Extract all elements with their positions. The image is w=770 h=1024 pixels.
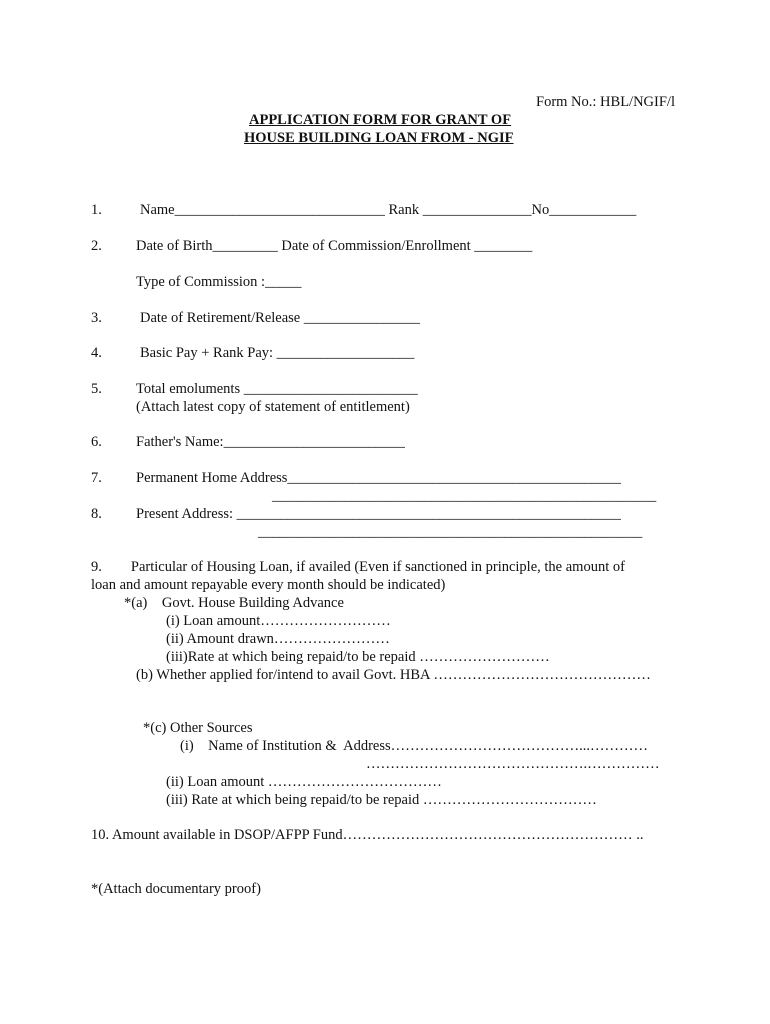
other-repay-rate-field[interactable]: (iii) Rate at which being repaid/to be repaid ……………………………… [166, 792, 597, 808]
hba-loan-amount-field[interactable]: (i) Loan amount……………………… [166, 613, 391, 629]
hba-repay-rate-field[interactable]: (iii)Rate at which being repaid/to be repaid ……………………… [166, 649, 550, 665]
field-6-number: 6. [91, 434, 102, 450]
field-8-number: 8. [91, 506, 102, 522]
basic-pay-field[interactable]: Basic Pay + Rank Pay: ___________________ [140, 345, 415, 361]
date-of-retirement-field[interactable]: Date of Retirement/Release ________________ [140, 310, 420, 326]
institution-address-field[interactable]: (i) Name of Institution & Address…………………………………...………… [180, 738, 649, 754]
field-7-number: 7. [91, 470, 102, 486]
field-1-number: 1. [91, 202, 102, 218]
govt-hba-applied-field[interactable]: (b) Whether applied for/intend to avail Govt. HBA ……………………………………… [136, 667, 651, 683]
present-address-line-2[interactable]: _____________________________________________________ [258, 524, 643, 540]
documentary-proof-note: *(Attach documentary proof) [91, 881, 261, 897]
hba-amount-drawn-field[interactable]: (ii) Amount drawn…………………… [166, 631, 390, 647]
form-title-line-1: APPLICATION FORM FOR GRANT OF [249, 112, 512, 128]
type-of-commission-field[interactable]: Type of Commission :_____ [136, 274, 302, 290]
present-address-field[interactable]: Present Address: _____________________________________________________ [136, 506, 621, 522]
entitlement-note: (Attach latest copy of statement of entitlement) [136, 399, 410, 415]
fathers-name-field[interactable]: Father's Name:_________________________ [136, 434, 405, 450]
form-title-line-2: HOUSE BUILDING LOAN FROM - NGIF [244, 130, 514, 146]
field-5-number: 5. [91, 381, 102, 397]
name-rank-no-field[interactable]: Name_____________________________ Rank _______________No____________ [140, 202, 637, 218]
form-number: Form No.: HBL/NGIF/l [536, 94, 675, 110]
institution-address-line-2[interactable]: ……………………………………….…………… [366, 756, 660, 772]
permanent-address-field[interactable]: Permanent Home Address______________________________________________ [136, 470, 621, 486]
total-emoluments-field[interactable]: Total emoluments ________________________ [136, 381, 418, 397]
date-of-birth-commission-field[interactable]: Date of Birth_________ Date of Commission/Enrollment ________ [136, 238, 533, 254]
field-3-number: 3. [91, 310, 102, 326]
other-sources-label: *(c) Other Sources [143, 720, 253, 736]
housing-loan-heading: 9. Particular of Housing Loan, if availed (Even if sanctioned in principle, the amount of [91, 559, 625, 575]
dsop-afpp-fund-field[interactable]: 10. Amount available in DSOP/AFPP Fund…………………………………………………… .. [91, 827, 644, 843]
govt-hba-label: *(a) Govt. House Building Advance [124, 595, 344, 611]
permanent-address-line-2[interactable]: _____________________________________________________ [272, 488, 657, 504]
other-loan-amount-field[interactable]: (ii) Loan amount ……………………………… [166, 774, 442, 790]
housing-loan-heading-cont: loan and amount repayable every month should be indicated) [91, 577, 446, 593]
field-2-number: 2. [91, 238, 102, 254]
field-4-number: 4. [91, 345, 102, 361]
